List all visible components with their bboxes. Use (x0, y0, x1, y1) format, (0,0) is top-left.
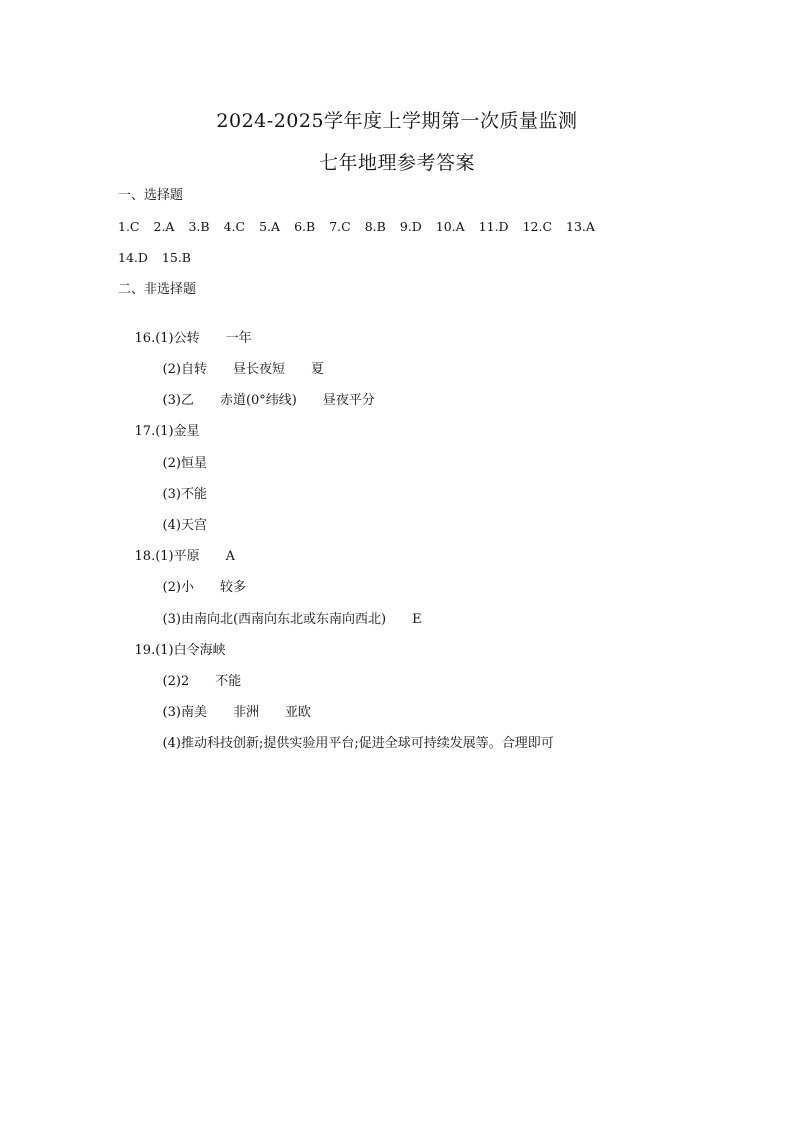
answer-item: 12.C (522, 219, 553, 234)
answer-text: 南美 (180, 705, 207, 720)
answer-item: 1.C (118, 219, 140, 234)
part-label: 18.(1) (134, 549, 174, 564)
part-label: (2) (162, 674, 181, 689)
part-label: (3) (162, 487, 181, 502)
answer-text: 自转 (180, 362, 207, 377)
answer-text: 公转 (173, 331, 200, 346)
answer-text: 由南向北(西南向东北或东南向西北) (180, 612, 387, 627)
answer-text: 白令海峡 (173, 643, 226, 658)
answer-text: A (225, 549, 236, 564)
answer-text: 昼长夜短 (232, 362, 285, 377)
part-label: (2) (162, 580, 181, 595)
part-label: 17.(1) (134, 424, 174, 439)
part-label: (4) (162, 518, 181, 533)
answer-item: 14.D (118, 250, 148, 265)
answer-text: E (412, 612, 422, 627)
answer-item: 11.D (478, 219, 509, 234)
part-label: 19.(1) (134, 643, 174, 658)
part-label: (3) (162, 705, 181, 720)
answer-item: 15.B (161, 250, 191, 265)
answer-text: 金星 (173, 424, 200, 439)
answer-item: 9.D (399, 219, 422, 234)
answer-text: 亚欧 (284, 705, 311, 720)
answer-text: 一年 (225, 331, 252, 346)
choice-answers-row-2 (118, 250, 205, 265)
q19-part4 (146, 717, 554, 771)
answer-text: 不能 (215, 674, 242, 689)
page-subtitle: 七年地理参考答案 (318, 152, 475, 174)
answer-text: 非洲 (232, 705, 259, 720)
section-heading-nonchoice: 二、非选择题 (118, 282, 197, 297)
answer-text: 天宫 (180, 518, 207, 533)
answer-text: 赤道(0°纬线) (219, 393, 297, 408)
answer-text: 小 (180, 580, 194, 595)
section-heading-choice: 一、选择题 (118, 188, 184, 203)
answer-text: 平原 (173, 549, 200, 564)
answer-item: 7.C (329, 219, 351, 234)
choice-answers-row-1 (118, 219, 595, 234)
part-label: (3) (162, 612, 181, 627)
part-label: (3) (162, 393, 181, 408)
answer-item: 4.C (223, 219, 246, 234)
answer-item: 2.A (153, 219, 175, 234)
part-label: 16.(1) (134, 331, 174, 346)
page-title: 2024-2025学年度上学期第一次质量监测 (216, 110, 578, 132)
answer-text: 夏 (310, 362, 324, 377)
answer-item: 3.B (188, 219, 210, 234)
answer-item: 13.A (566, 219, 595, 234)
part-label: (2) (162, 362, 181, 377)
answer-item: 8.B (364, 219, 386, 234)
answer-text: 昼夜平分 (322, 393, 375, 408)
answer-text: 不能 (180, 487, 207, 502)
part-label: (2) (162, 456, 181, 471)
answer-text: 乙 (180, 393, 194, 408)
answer-item: 10.A (435, 219, 465, 234)
answer-text: 恒星 (180, 456, 207, 471)
answer-item: 6.B (294, 219, 316, 234)
answer-text: 2 (180, 674, 190, 689)
answer-text: 较多 (219, 580, 246, 595)
answer-item: 5.A (259, 219, 281, 234)
part-label: (4) (162, 736, 181, 751)
answer-text: 推动科技创新;提供实验用平台;促进全球可持续发展等。合理即可 (180, 736, 554, 751)
